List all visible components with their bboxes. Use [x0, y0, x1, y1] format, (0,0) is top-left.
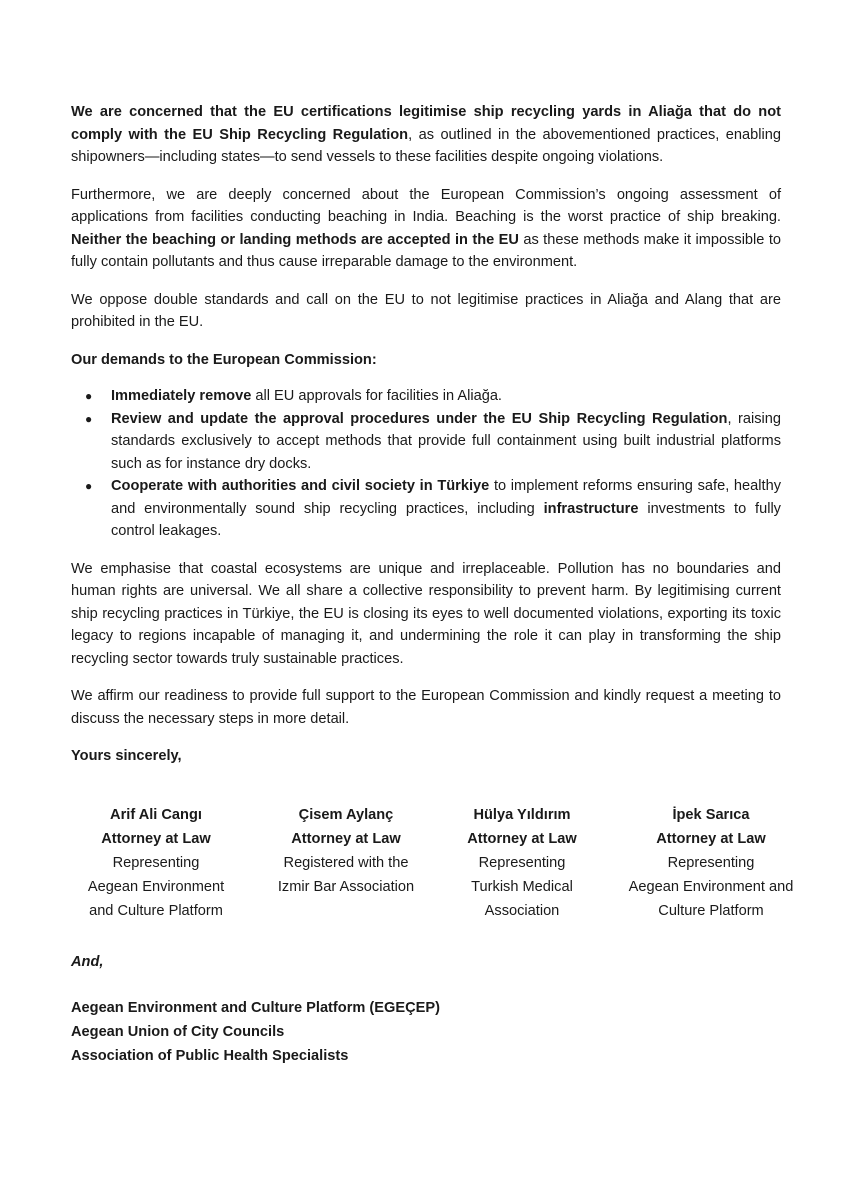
signatory-line: Aegean Environment and — [628, 878, 794, 895]
signatory-name: Çisem Aylanç — [298, 806, 394, 823]
paragraph-concern — [71, 101, 781, 169]
signatory-line: Culture Platform — [658, 902, 764, 919]
bullet-icon: ● — [85, 389, 93, 403]
organization-name: Association of Public Health Specialists — [71, 1048, 349, 1064]
signatory-name: Hülya Yıldırım — [473, 806, 571, 823]
demand-item-bold: infrastructure — [543, 500, 639, 517]
demand-item-text: all EU approvals for facilities in Aliağa. — [251, 388, 502, 404]
signatory — [611, 803, 811, 923]
paragraph-ecosystems: We emphasise that coastal ecosystems are unique and irreplaceable. Pollution has no boundaries and human rights are universal. We all share a collective responsibility to prevent harm. By legitimising current ship recycling practices in Türkiye, the EU is closing its eyes to well documented violations, exporting its toxic legacy to regions incapable of managing it, and undermining the role it can play in transforming the ship recycling sector towards truly sustainable practices. — [71, 560, 781, 667]
demand-item — [71, 475, 781, 543]
signatory-line: Turkish Medical — [471, 878, 573, 895]
signatory-title: Attorney at Law — [656, 830, 766, 847]
paragraph-beaching-text2: as these methods make it impossible to fully contain pollutants and thus cause irreparable damage to the environment. — [71, 231, 781, 270]
signatory-name: İpek Sarıca — [672, 806, 750, 823]
paragraph-concern-bold: We are concerned that the EU certifications legitimise ship recycling yards in Aliağa that do not comply with the EU Ship Recycling Regulation — [71, 104, 781, 143]
demand-item — [71, 408, 781, 476]
demand-item-bold: Cooperate with authorities and civil society in Türkiye — [111, 478, 490, 494]
bullet-icon: ● — [85, 479, 93, 493]
demand-item-text: , raising standards exclusively to accept methods that provide full containment using built industrial platforms such as for instance dry docks. — [111, 410, 781, 472]
paragraph-beaching-text1: Furthermore, we are deeply concerned about the European Commission’s ongoing assessment of applications from facilities conducting beaching in India. Beaching is the worst practice of ship breaking. — [71, 186, 781, 225]
signatory — [432, 803, 612, 923]
paragraph-support: We affirm our readiness to provide full support to the European Commission and kindly request a meeting to discuss the necessary steps in more detail. — [71, 688, 781, 727]
letter-page — [71, 101, 794, 1068]
signatory-line: Representing — [667, 854, 755, 871]
signatures-block — [71, 803, 794, 923]
demand-item-text: investments to fully control leakages. — [111, 500, 781, 539]
signatory-line: Registered with the — [283, 854, 409, 871]
closing-salutation: Yours sincerely, — [71, 748, 182, 764]
organization-name: Aegean Environment and Culture Platform (EGEÇEP) — [71, 1000, 440, 1016]
paragraph-double-standards: We oppose double standards and call on the EU to not legitimise practices in Aliağa and Alang that are prohibited in the EU. — [71, 291, 781, 330]
signatory — [66, 803, 246, 923]
organization-name: Aegean Union of City Councils — [71, 1024, 285, 1040]
signatory-line: Representing — [478, 854, 566, 871]
signatory-title: Attorney at Law — [291, 830, 401, 847]
demand-item-bold: Review and update the approval procedures under the EU Ship Recycling Regulation — [111, 410, 728, 427]
and-label: And, — [71, 953, 104, 970]
paragraph-beaching-bold: Neither the beaching or landing methods are accepted in the EU — [71, 231, 519, 248]
paragraph-beaching — [71, 184, 781, 274]
signatory-line: and Culture Platform — [89, 902, 223, 919]
signatory-line: Association — [484, 902, 560, 919]
demands-list — [71, 385, 781, 543]
organizations-list — [71, 996, 781, 1068]
demand-item-text: to implement reforms ensuring safe, healthy and environmentally sound ship recycling practices, including — [111, 478, 781, 517]
signatory — [256, 803, 436, 899]
signatory-line: Izmir Bar Association — [277, 878, 415, 895]
signatory-title: Attorney at Law — [467, 830, 577, 847]
signatory-line: Aegean Environment — [87, 878, 225, 895]
signatory-line: Representing — [112, 854, 200, 871]
demands-heading: Our demands to the European Commission: — [71, 351, 377, 368]
paragraph-concern-text: , as outlined in the abovementioned practices, enabling shipowners—including states—to send vessels to these facilities despite ongoing violations. — [71, 126, 781, 165]
signatory-title: Attorney at Law — [101, 830, 211, 847]
bullet-icon: ● — [85, 411, 93, 426]
demand-item — [71, 385, 781, 408]
demand-item-bold: Immediately remove — [111, 388, 252, 404]
signatory-name: Arif Ali Cangı — [110, 806, 202, 823]
